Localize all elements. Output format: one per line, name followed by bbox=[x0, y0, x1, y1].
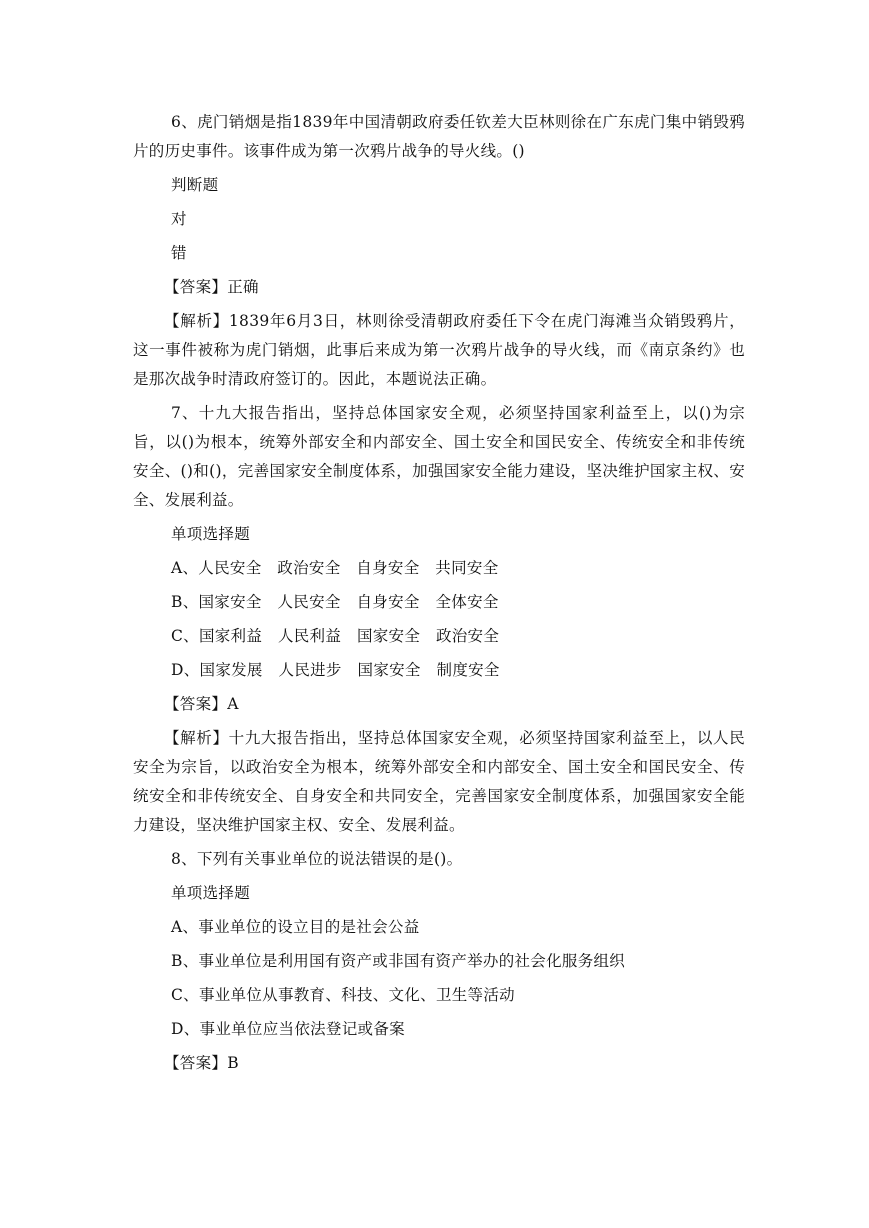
question-8-stem: 8、下列有关事业单位的说法错误的是()。 bbox=[171, 850, 463, 868]
question-6-stem: 6、虎门销烟是指1839年中国清朝政府委任钦差大臣林则徐在广东虎门集中销毁鸦片的历史事件。该事件成为第一次鸦片战争的导火线。() bbox=[133, 113, 745, 160]
question-7-answer: 【答案】A bbox=[164, 695, 239, 713]
question-8-type: 单项选择题 bbox=[171, 884, 251, 902]
question-6-analysis: 【解析】1839年6月3日，林则徐受清朝政府委任下令在虎门海滩当众销毁鸦片，这一事件被称为虎门销烟，此事后来成为第一次鸦片战争的导火线，而《南京条约》也是那次战争时清政府签订的。因此，本题说法正确。 bbox=[133, 312, 745, 388]
question-7-option-c: C、国家利益 人民利益 国家安全 政治安全 bbox=[171, 627, 500, 645]
question-7-stem: 7、十九大报告指出，坚持总体国家安全观，必须坚持国家利益至上，以()为宗旨，以()为根本，统筹外部安全和内部安全、国土安全和国民安全、传统安全和非传统安全、()和()，完善国家安全制度体系，加强国家安全能力建设，坚决维护国家主权、安全、发展利益。 bbox=[133, 404, 745, 509]
question-7-type: 单项选择题 bbox=[171, 525, 251, 543]
question-7-option-b: B、国家安全 人民安全 自身安全 全体安全 bbox=[171, 593, 499, 611]
question-6-option-false: 错 bbox=[171, 244, 187, 262]
document-content bbox=[133, 108, 745, 1083]
question-7-analysis: 【解析】十九大报告指出，坚持总体国家安全观，必须坚持国家利益至上，以人民安全为宗旨，以政治安全为根本，统筹外部安全和内部安全、国土安全和国民安全、传统安全和非传统安全、自身安全和共同安全，完善国家安全制度体系，加强国家安全能力建设，坚决维护国家主权、安全、发展利益。 bbox=[133, 729, 745, 834]
question-6-type: 判断题 bbox=[171, 176, 219, 194]
question-6-answer: 【答案】正确 bbox=[164, 278, 259, 296]
question-8-option-c: C、事业单位从事教育、科技、文化、卫生等活动 bbox=[171, 986, 515, 1004]
question-8-answer: 【答案】B bbox=[164, 1054, 239, 1072]
question-7-option-d: D、国家发展 人民进步 国家安全 制度安全 bbox=[171, 661, 500, 679]
question-7-option-a: A、人民安全 政治安全 自身安全 共同安全 bbox=[171, 559, 499, 577]
question-6-option-true: 对 bbox=[171, 210, 187, 228]
question-8-option-d: D、事业单位应当依法登记或备案 bbox=[171, 1020, 405, 1038]
question-8-option-b: B、事业单位是利用国有资产或非国有资产举办的社会化服务组织 bbox=[171, 952, 626, 970]
question-8-option-a: A、事业单位的设立目的是社会公益 bbox=[171, 918, 420, 936]
